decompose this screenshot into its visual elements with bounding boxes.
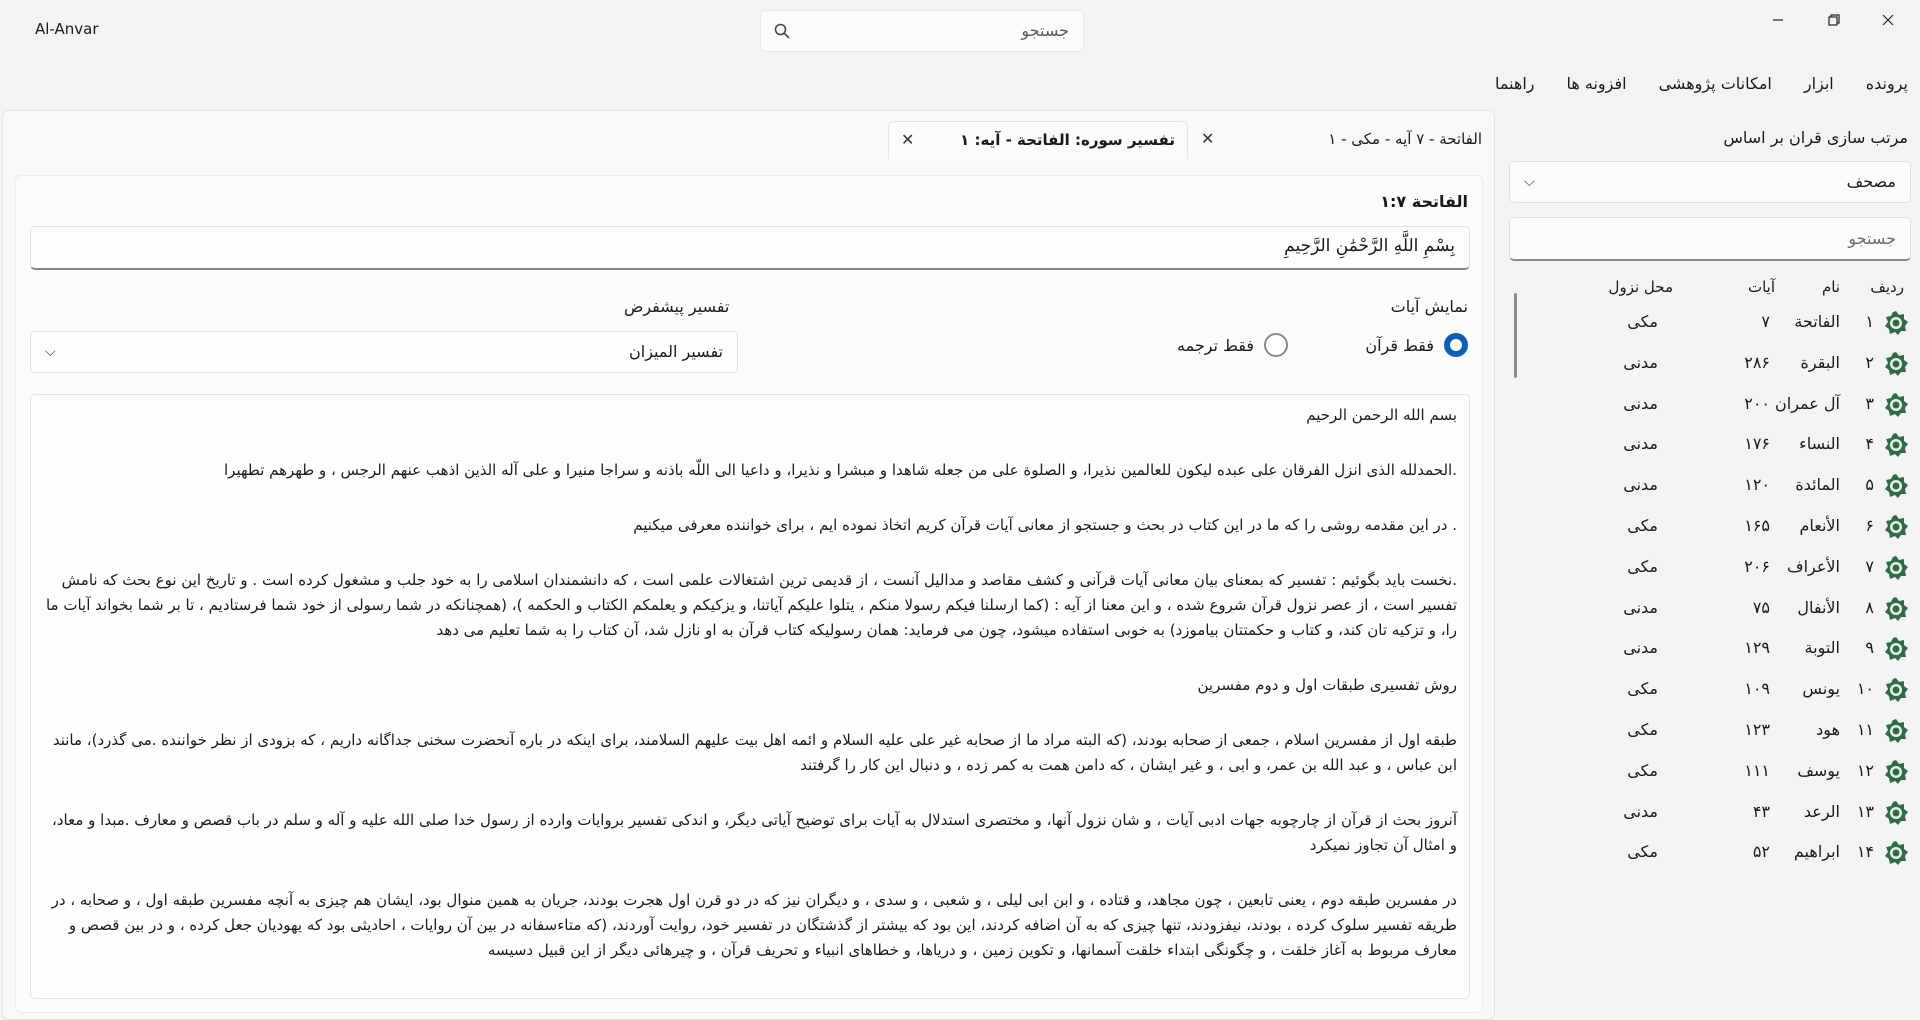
radio-quran-only[interactable] xyxy=(1365,331,1468,359)
sura-number: ۱۱ xyxy=(1856,720,1874,739)
sura-search-placeholder: جستجو xyxy=(1848,229,1896,248)
verse-text: بِسْمِ اللَّهِ الرَّحْمَٰنِ الرَّحِيمِ xyxy=(1284,236,1455,256)
sura-name: هود xyxy=(1816,720,1840,739)
tafsir-paragraph: . در این مقدمه روشی را که ما در این کتاب در بحث و جستجو از معانی آیات قرآن کریم اتخاذ نموده ایم ، برای خواننده معرفی میکنیم xyxy=(633,516,1457,534)
sura-emblem-icon xyxy=(1883,310,1909,336)
restore-button[interactable] xyxy=(1814,8,1854,32)
sura-place: مکی xyxy=(1627,760,1658,780)
menu-plugins[interactable]: افزونه ها xyxy=(1566,74,1627,93)
sura-number: ۱ xyxy=(1865,312,1874,331)
sura-name: البقرة xyxy=(1800,352,1840,372)
sura-number: ۱۴ xyxy=(1856,842,1874,862)
verse-text-box[interactable] xyxy=(30,226,1470,270)
sura-ayat-count: ۱۲۳ xyxy=(1744,720,1770,739)
sura-emblem-icon xyxy=(1883,432,1909,458)
global-search-input[interactable] xyxy=(760,10,1084,52)
menu-research[interactable]: امکانات پژوهشی xyxy=(1658,74,1772,93)
sura-emblem-icon xyxy=(1883,759,1909,785)
sura-name: الفاتحة xyxy=(1794,312,1840,331)
sura-number: ۸ xyxy=(1865,597,1874,617)
sura-ayat-count: ۱۱۱ xyxy=(1744,760,1770,780)
radio-translation-only[interactable] xyxy=(1177,331,1288,359)
sura-emblem-icon xyxy=(1883,596,1909,622)
restore-icon xyxy=(1827,13,1841,27)
sura-ayat-count: ۱۲۰ xyxy=(1744,475,1770,495)
sura-sidebar xyxy=(1505,110,1920,1020)
minimize-icon xyxy=(1771,13,1785,27)
tafsir-paragraph: در مفسرین طبقه دوم ، یعنی تابعین ، چون مجاهد، و قتاده ، و ابن ابی لیلی ، و شعبی ، و سدی ، و دیگران نیز که در دو قرن اول هجرت بودند، جریان به همین منوال بود، ایشان هم چیزی به آنچه مفسرین طبقه اول ، و صحابه ، در طریقه تفسیر سلوک کرده ، بودند، نیفزودند، تنها چیزی که به آن اضافه کردند، این بود که بیشتر از گذشتگان در تفسیر خود، روایت آوردند، (که متاءسفانه در بین آن روایات ، احادیثی بود که یهودیان جعل کرده ، و در بین قصص و معارف مربوط به آغاز خلقت ، و چگونگی ابتداء خلقت آسمانها، و تکوین زمین ، و دریاها، و خطاهای انبیاء و تحریف قرآن ، و چیرهائی دیگر از این قبیل دسیسه xyxy=(51,891,1457,959)
show-ayat-label: نمایش آیات xyxy=(1390,297,1468,316)
sura-name: ابراهیم xyxy=(1793,842,1840,862)
col-place: محل نزول xyxy=(1608,278,1673,296)
sura-emblem-icon xyxy=(1883,392,1909,418)
radio-selected-icon[interactable] xyxy=(1444,333,1468,357)
sura-ayat-count: ۷ xyxy=(1761,312,1770,331)
tafsir-paragraph: آنروز بحث از قرآن از چارچوبه جهات ادبی آیات ، و شان نزول آنها، و مختصری استدلال به آیات برای توضیح آیاتی دیگر، و اندکی تفسیر بروایات وارده از رسول خدا صلی الله علیه و آله و سلم در باب قصص و معارف .مبدا و معاد، و امثال آن تجاوز نمیکرد xyxy=(52,811,1457,854)
tafsir-paragraph: بسم الله الرحمن الرحيم xyxy=(1306,406,1457,424)
sura-emblem-icon xyxy=(1883,473,1909,499)
sura-number: ۱۲ xyxy=(1856,760,1874,780)
sura-place: مدنی xyxy=(1623,801,1658,821)
tab-tafsir-label: تفسیر سوره: الفاتحة - آیه: ۱ xyxy=(960,131,1175,149)
col-ayat: آیات xyxy=(1747,278,1775,296)
sura-place: مدنی xyxy=(1623,434,1658,454)
tab-sura[interactable] xyxy=(1189,121,1494,159)
sura-number: ۴ xyxy=(1865,434,1874,454)
tafsir-text-area[interactable] xyxy=(30,394,1470,999)
radio-unselected-icon[interactable] xyxy=(1264,333,1288,357)
sort-dropdown[interactable] xyxy=(1509,161,1911,203)
sura-place: مکی xyxy=(1627,312,1658,331)
chevron-down-icon: ⌵ xyxy=(1524,174,1535,190)
menu-file[interactable]: پرونده xyxy=(1865,74,1908,93)
sura-name: التوبة xyxy=(1804,638,1840,658)
sura-ayat-count: ۱۷۶ xyxy=(1744,434,1770,454)
sura-search-input[interactable] xyxy=(1509,217,1911,261)
sura-name: الأعراف xyxy=(1787,556,1840,576)
sura-ayat-count: ۱۰۹ xyxy=(1744,679,1770,699)
sura-emblem-icon xyxy=(1883,514,1909,540)
tafsir-paragraph: روش تفسیری طبقات اول و دوم مفسرین xyxy=(1197,676,1457,694)
title-bar xyxy=(0,0,1920,60)
sura-place: مدنی xyxy=(1623,352,1658,372)
sura-place: مدنی xyxy=(1623,393,1658,413)
sura-ayat-count: ۵۲ xyxy=(1752,842,1770,862)
sura-emblem-icon xyxy=(1883,677,1909,703)
sura-name: النساء xyxy=(1799,434,1840,454)
sura-place: مکی xyxy=(1627,679,1658,699)
sura-place: مدنی xyxy=(1623,597,1658,617)
sura-place: مدنی xyxy=(1623,638,1658,658)
sura-name: الأنعام xyxy=(1799,516,1840,535)
sura-emblem-icon xyxy=(1883,800,1909,826)
sura-number: ۹ xyxy=(1865,638,1874,658)
sura-ayat-count: ۱۲۹ xyxy=(1744,638,1770,658)
search-placeholder: جستجو xyxy=(1021,21,1069,40)
sura-number: ۱۳ xyxy=(1856,801,1874,821)
sura-name: آل عمران xyxy=(1775,393,1840,413)
sura-emblem-icon xyxy=(1883,555,1909,581)
sura-ayat-count: ۱۶۵ xyxy=(1744,516,1770,535)
sura-name: المائدة xyxy=(1795,475,1840,495)
sura-name: الرعد xyxy=(1803,801,1840,821)
close-icon xyxy=(1881,13,1895,27)
radio-translation-label: فقط ترجمه xyxy=(1176,335,1254,355)
tab-sura-label: ۱ - الفاتحة - ۷ آیه - مکی xyxy=(1328,130,1482,148)
sura-place: مدنی xyxy=(1623,475,1658,495)
tafsir-paragraph: .الحمدلله الذی انزل الفرقان علی عبده لیکون للعالمین نذیرا، و الصلوة علی من جعله شاهدا و مبشرا و نذیرا، و داعیا الی اللّه باذنه و سراجا منیرا و علی آله الذین اذهب عنهم الرجس ، و طهرهم تطهیرا xyxy=(224,461,1457,479)
tafsir-paragraph: .نخست باید بگوئیم : تفسیر که بمعنای بیان معانی آیات قرآنی و کشف مقاصد و مدالیل آنست ، از قدیمی ترین اشتغالات علمی است ، که دانشمندان اسلامی را به خود جلب و مشغول کرده است . و تاریخ این نوع بحث که نامش تفسیر است ، از عصر نزول قرآن شروع شده ، و این معنا از آیه : (کما ارسلنا فیکم رسولا منکم ، یتلوا علیکم آیاتنا، و یزکیکم و یعلمکم الکتاب و الحکمه )، (همچنانکه در شما رسولی از خود شما فرستادیم ، تا بر شما بخواند آیات ما را، و تزکیه تان کند، و کتاب و حکمتتان بیاموزد) به خوبی استفاده میشود، چون می فرماید: همان رسولیکه کتاب قرآن به او نازل شد، آن کتاب را به شما تعلیم می دهد xyxy=(45,571,1457,639)
tafsir-paragraphs xyxy=(43,403,1457,993)
sura-place: مکی xyxy=(1627,720,1658,739)
sura-ayat-count: ۴۳ xyxy=(1752,801,1770,821)
col-row: ردیف xyxy=(1870,278,1904,296)
tab-tafsir-close-icon[interactable]: ✕ xyxy=(901,130,915,149)
sura-ayat-count: ۲۰۰ xyxy=(1744,393,1770,413)
sura-number: ۷ xyxy=(1865,556,1874,576)
sura-number: ۵ xyxy=(1865,475,1874,495)
sura-emblem-icon xyxy=(1883,636,1909,662)
sura-table-header xyxy=(1505,278,1920,306)
default-tafsir-value: تفسیر المیزان xyxy=(629,342,723,361)
verse-reference: الفاتحة ۱:۷ xyxy=(1380,192,1468,211)
sura-place: مکی xyxy=(1627,842,1658,862)
menu-help[interactable]: راهنما xyxy=(1494,74,1535,93)
sura-name: یونس xyxy=(1802,679,1840,699)
tab-sura-close-icon[interactable]: ✕ xyxy=(1201,129,1215,148)
close-window-button[interactable] xyxy=(1868,8,1908,32)
sura-number: ۲ xyxy=(1865,352,1874,372)
sura-number: ۱۰ xyxy=(1856,679,1874,699)
sort-label: مرتب سازی قران بر اساس xyxy=(1723,128,1908,147)
menu-bar xyxy=(1493,70,1910,100)
sura-emblem-icon xyxy=(1883,351,1909,377)
sura-number: ۳ xyxy=(1865,393,1874,413)
sura-emblem-icon xyxy=(1883,718,1909,744)
radio-quran-label: فقط قرآن xyxy=(1365,335,1434,355)
search-icon xyxy=(773,22,791,40)
sura-emblem-icon xyxy=(1883,840,1909,866)
sura-ayat-count: ۲۰۶ xyxy=(1744,556,1770,576)
sura-name: یوسف xyxy=(1797,760,1840,780)
col-name: نام xyxy=(1821,278,1840,296)
sura-place: مکی xyxy=(1627,516,1658,535)
sort-value: مصحف xyxy=(1846,172,1896,191)
sura-name: الأنفال xyxy=(1797,597,1840,617)
app-title: Al-Anvar xyxy=(35,20,99,38)
tafsir-content xyxy=(15,175,1483,1013)
sura-number: ۶ xyxy=(1865,516,1874,535)
default-tafsir-dropdown[interactable] xyxy=(30,331,738,373)
chevron-down-icon: ⌵ xyxy=(45,344,56,360)
main-panel xyxy=(2,110,1495,1020)
default-tafsir-label: تفسیر پیشفرض xyxy=(624,297,730,316)
menu-tools[interactable]: ابزار xyxy=(1803,74,1834,93)
sura-ayat-count: ۷۵ xyxy=(1752,597,1770,617)
tab-tafsir[interactable] xyxy=(888,121,1188,159)
sura-place: مکی xyxy=(1627,556,1658,576)
minimize-button[interactable] xyxy=(1758,8,1798,32)
sura-ayat-count: ۲۸۶ xyxy=(1744,352,1770,372)
tafsir-paragraph: طبقه اول از مفسرین اسلام ، جمعی از صحابه بودند، (که البته مراد ما از صحابه غیر علی علیه السلام و ائمه اهل بیت علیهم السلامند، برای اینکه در باره آنحضرت سخنی جداگانه داریم ، که بزودی از نظر خواننده .می گذرد)، مانند ابن عباس ، و عبد الله بن عمر، و ابی ، و غیر ایشان ، که دامن همت به کمر زده ، و دنبال این کار را گرفتند xyxy=(52,731,1457,774)
sura-row[interactable] xyxy=(1505,836,1920,886)
